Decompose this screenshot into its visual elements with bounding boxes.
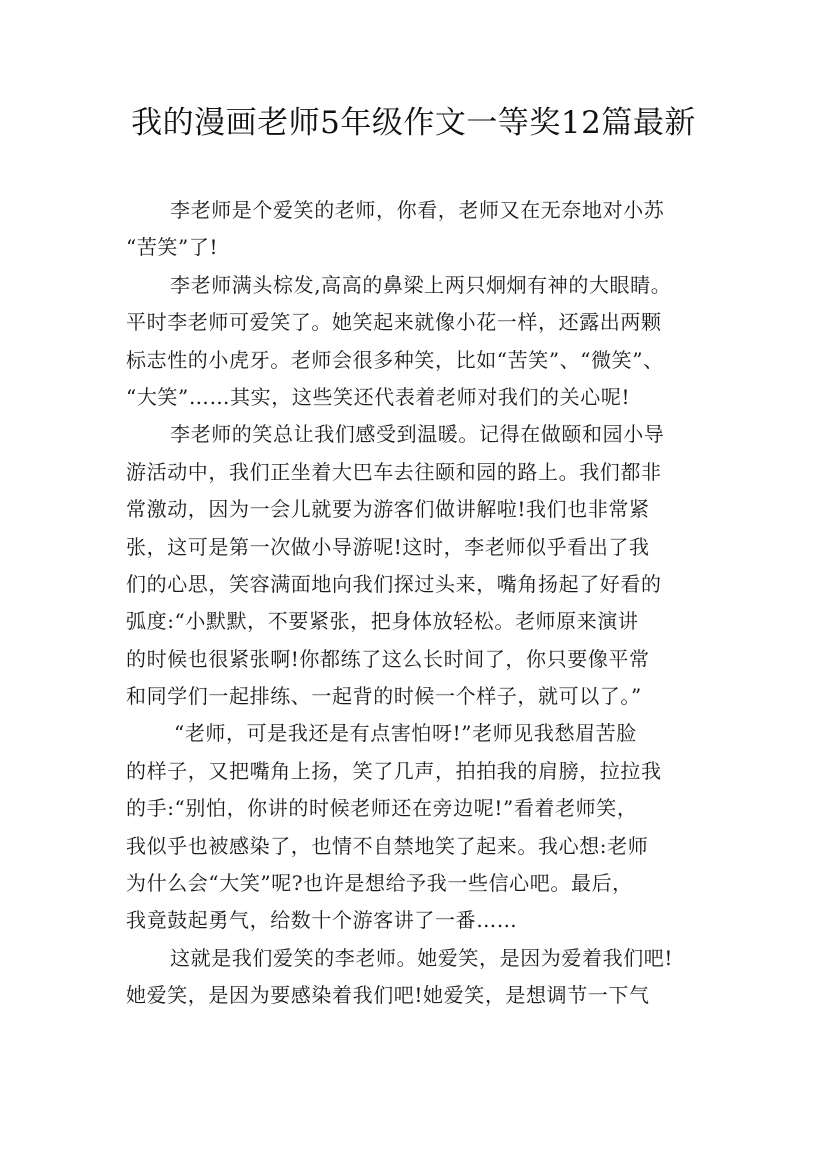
paragraph-line: 李老师的笑总让我们感受到温暖。记得在做颐和园小导 [170,422,665,447]
paragraph-line: 她爱笑，是因为要感染着我们吧!她爱笑，是想调节一下气 [126,983,650,1008]
paragraph-line: “大笑”……其实，这些笑还代表着老师对我们的关心呢! [126,384,631,409]
paragraph-line: 和同学们一起排练、一起背的时候一个样子，就可以了。” [126,684,642,709]
paragraph-line: 的样子，又把嘴角上扬，笑了几声，拍拍我的肩膀，拉拉我 [126,758,662,783]
paragraph-line: 的时候也很紧张啊!你都练了这么长时间了，你只要像平常 [126,646,650,671]
paragraph-line: 平时李老师可爱笑了。她笑起来就像小花一样，还露出两颗 [126,310,662,335]
essay-body [126,192,706,1015]
paragraph-line: 这就是我们爱笑的李老师。她爱笑，是因为爱着我们吧! [170,945,674,970]
paragraph-line: 为什么会“大笑”呢?也许是想给予我一些信心吧。最后， [126,871,633,896]
paragraph-line: “苦笑”了! [126,235,219,260]
paragraph-line: 标志性的小虎牙。老师会很多种笑，比如“苦笑”、“微笑”、 [126,347,664,372]
document-title: 我的漫画老师5年级作文一等奖12篇最新 [131,105,696,141]
paragraph-line: 我似乎也被感染了，也情不自禁地笑了起来。我心想:老师 [126,833,649,858]
paragraph-line: 李老师是个爱笑的老师，你看，老师又在无奈地对小苏 [170,198,665,222]
paragraph-line: 游活动中，我们正坐着大巴车去往颐和园的路上。我们都非 [126,459,662,484]
paragraph-line: 我竟鼓起勇气，给数十个游客讲了一番…… [126,908,518,933]
paragraph-line: 常激动，因为一会儿就要为游客们做讲解啦!我们也非常紧 [126,497,650,522]
paragraph-line: 们的心思，笑容满面地向我们探过头来，嘴角扬起了好看的 [126,571,662,596]
paragraph-line: 张，这可是第一次做小导游呢!这时，李老师似乎看出了我 [126,534,650,559]
paragraph-line: “老师，可是我还是有点害怕呀!”老师见我愁眉苦脸 [174,721,637,746]
paragraph-line: 的手:“别怕，你讲的时候老师还在旁边呢!”看着老师笑， [126,796,638,821]
paragraph-line: 弧度:“小默默，不要紧张，把身体放轻松。老师原来演讲 [126,609,639,634]
paragraph-line: 李老师满头棕发,高高的鼻梁上两只炯炯有神的大眼睛。 [170,272,672,297]
